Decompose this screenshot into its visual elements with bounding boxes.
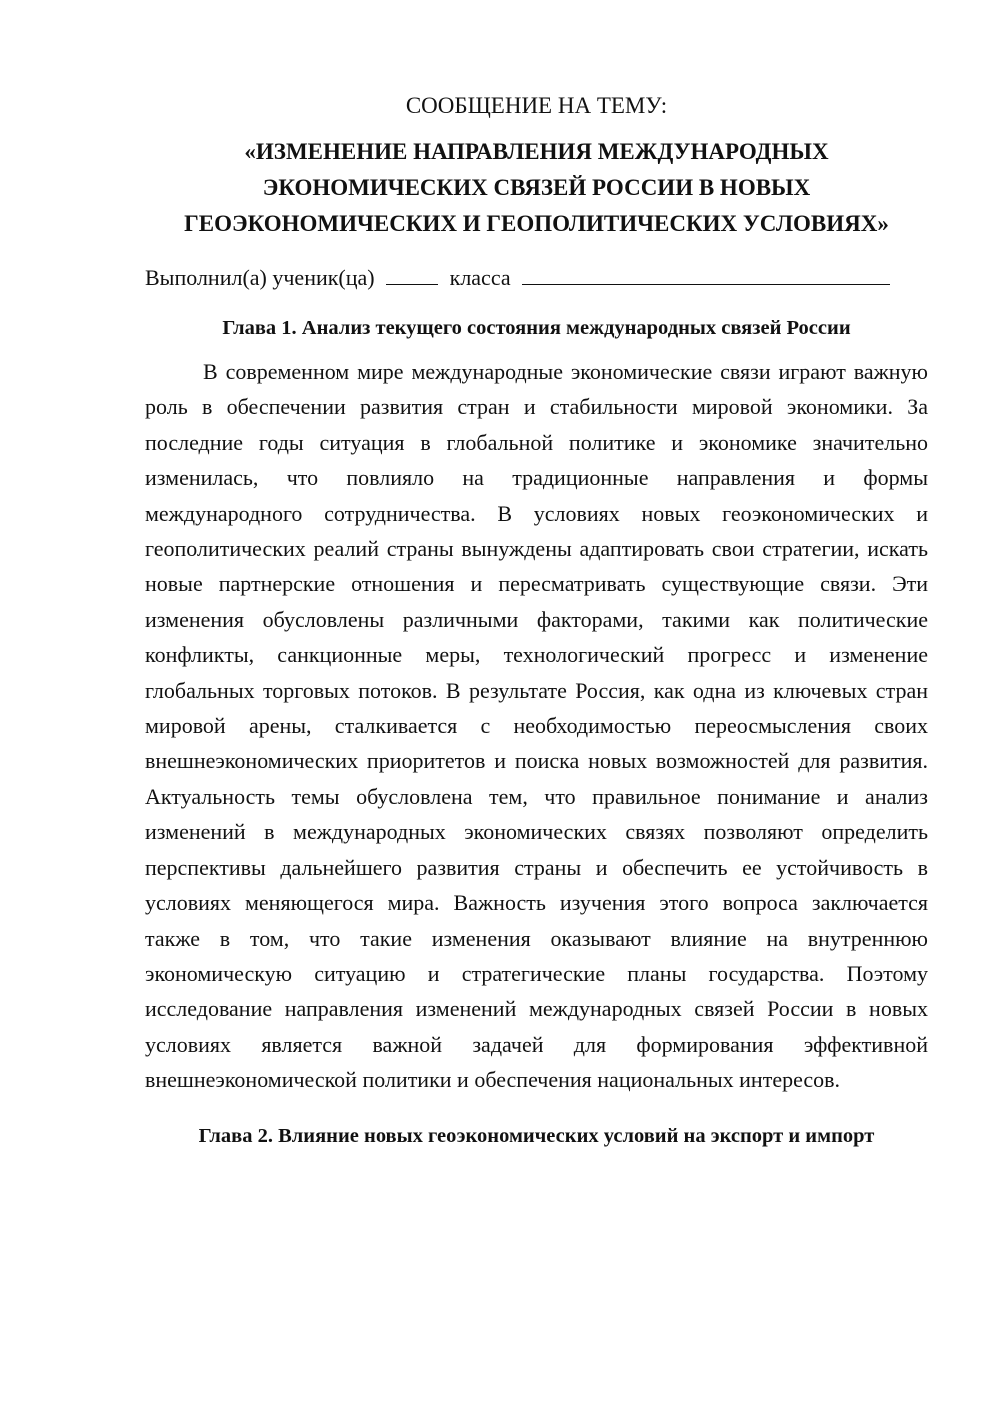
chapter-1-paragraph: В современном мире международные экономические связи играют важную роль в обеспечении развития стран и стабильности мировой экономики. За последние годы ситуация в глобальной политике и экономике значительно изменилась, что повлияло на традиционные направления и формы международного сотрудничества. В условиях новых геоэкономических и геополитических реалий страны вынуждены адаптировать свои стратегии, искать новые партнерские отношения и пересматривать существующие связи. Эти изменения обусловлены различными факторами, такими как политические конфликты, санкционные меры, технологический прогресс и изменение глобальных торговых потоков. В результате Россия, как одна из ключевых стран мировой арены, сталкивается с необходимостью переосмысления своих внешнеэкономических приоритетов и поиска новых возможностей для развития. Актуальность темы обусловлена тем, что правильное понимание и анализ изменений в международных экономических связях позволяют определить перспективы дальнейшего развития страны и обеспечить ее устойчивость в условиях меняющегося мира. Важность изучения этого вопроса заключается также в том, что такие изменения оказывают влияние на внутреннюю экономическую ситуацию и стратегические планы государства. Поэтому исследование направления изменений международных связей России в новых условиях является важной задачей для формирования эффективной внешнеэкономической политики и обеспечения национальных интересов. [145,359,928,1093]
document-page [145,90,928,1162]
author-line [145,262,928,294]
author-label: Выполнил(а) ученик(ца) [145,265,375,290]
class-label: класса [449,265,511,290]
chapter-2-heading: Глава 2. Влияние новых геоэкономических условий на экспорт и импорт [198,1124,875,1147]
document-title-line: «ИЗМЕНЕНИЕ НАПРАВЛЕНИЯ МЕЖДУНАРОДНЫХ [244,139,829,164]
grade-blank-field[interactable] [386,262,438,285]
chapter-1-heading: Глава 1. Анализ текущего состояния международных связей России [222,317,851,339]
name-blank-field[interactable] [522,262,890,285]
document-title [145,134,928,242]
document-title-line: ГЕОЭКОНОМИЧЕСКИХ И ГЕОПОЛИТИЧЕСКИХ УСЛОВИЯХ» [184,211,889,236]
document-title-line: ЭКОНОМИЧЕСКИХ СВЯЗЕЙ РОССИИ В НОВЫХ [262,175,811,200]
document-header: СООБЩЕНИЕ НА ТЕМУ: [405,93,668,118]
